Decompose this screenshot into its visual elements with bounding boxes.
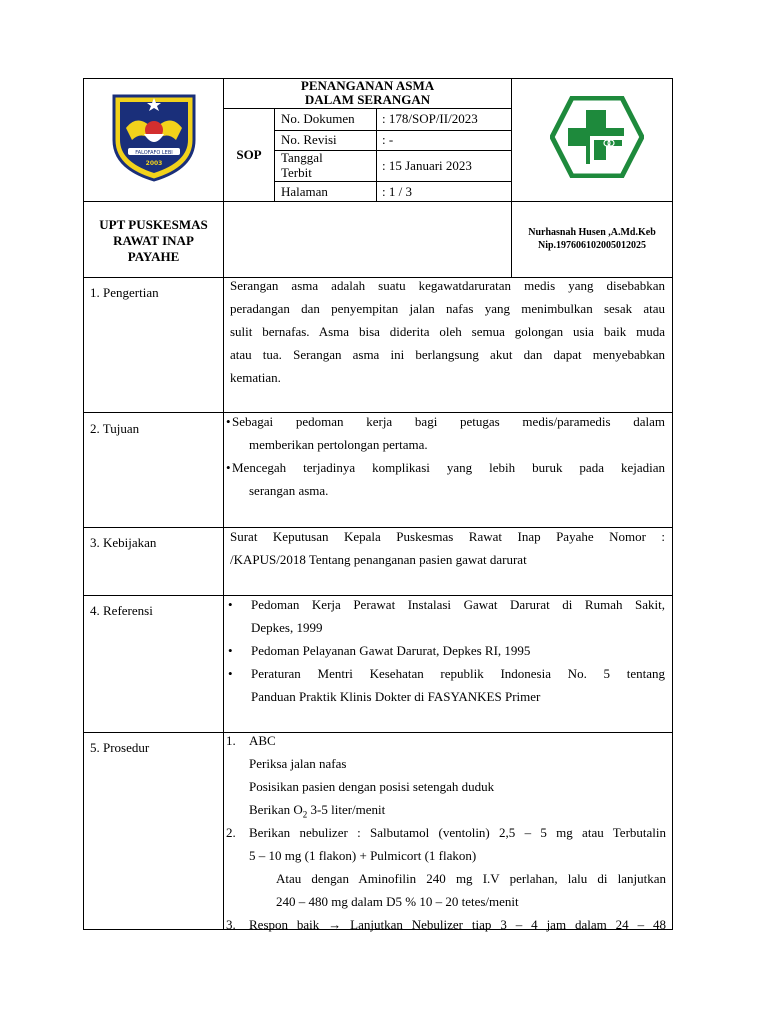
doc-title-line1: PENANGANAN ASMA — [300, 78, 435, 93]
list-item: Mencegah terjadinya komplikasi yang lebih buruk pada kejadian — [232, 460, 665, 475]
district-logo — [108, 90, 200, 182]
text-line: kematian. — [230, 370, 281, 385]
list-item: Panduan Praktik Klinis Dokter di FASYANKES Primer — [251, 689, 541, 704]
section-body-referensi — [228, 593, 665, 713]
section-label-pengertian: 1. Pengertian — [90, 285, 159, 300]
section-body-prosedur — [226, 729, 666, 932]
bullet-icon: • — [226, 460, 231, 475]
issue-date-label-1: Tanggal — [281, 150, 323, 165]
org-name-line1: UPT PUSKESMAS — [99, 217, 208, 232]
text-line: sulit bernafas. Asma bisa diderita oleh semua golongan usia baik muda — [230, 324, 665, 339]
section-label-referensi: 4. Referensi — [90, 603, 153, 618]
step-text: Posisikan pasien dengan posisi setengah duduk — [249, 779, 495, 794]
text-line: peradangan dan penyempitan jalan nafas yang menimbulkan sesak atau — [230, 301, 665, 316]
step-number: 2. — [226, 825, 236, 840]
issue-date-value: : 15 Januari 2023 — [382, 158, 472, 173]
step-text: Atau dengan Aminofilin 240 mg I.V perlahan, lalu di lanjutkan — [276, 871, 666, 886]
step-text: Berikan nebulizer : Salbutamol (ventolin) 2,5 – 5 mg atau Terbutalin — [249, 825, 666, 840]
text-line: Surat Keputusan Kepala Puskesmas Rawat Inap Payahe Nomor : — [230, 529, 665, 544]
section-label-kebijakan: 3. Kebijakan — [90, 535, 157, 550]
step-text: Berikan $O_2$ 3-5 liter/menit — [249, 802, 386, 820]
doc-number-value: : 178/SOP/II/2023 — [382, 111, 478, 126]
bullet-icon: • — [226, 414, 231, 429]
text-line: Serangan asma adalah suatu kegawatdaruratan medis yang disebabkan — [230, 278, 665, 293]
step-text: ABC — [249, 733, 276, 748]
revision-label: No. Revisi — [281, 132, 337, 147]
page-value: : 1 / 3 — [382, 184, 412, 199]
list-item: memberikan pertolongan pertama. — [249, 437, 428, 452]
section-body-kebijakan — [230, 525, 665, 575]
section-label-tujuan: 2. Tujuan — [90, 421, 140, 436]
step-number: 3. — [226, 917, 236, 932]
list-item: Depkes, 1999 — [251, 620, 323, 635]
list-item: serangan asma. — [249, 483, 329, 498]
step-text: 5 – 10 mg (1 flakon) + Pulmicort (1 flakon) — [249, 848, 477, 863]
step-text: Respon baik → Lanjutkan Nebulizer tiap 3 – 4 jam dalam 24 – 48 — [249, 917, 666, 932]
issue-date-label-2: Terbit — [281, 165, 312, 180]
section-label-prosedur: 5. Prosedur — [90, 740, 150, 755]
bullet-icon: • — [228, 643, 233, 658]
list-item: Pedoman Pelayanan Gawat Darurat, Depkes RI, 1995 — [251, 643, 531, 658]
signer-nip: Nip.197606102005012025 — [537, 240, 647, 251]
doc-number-label: No. Dokumen — [281, 111, 355, 126]
org-name-line3: PAYAHE — [127, 249, 180, 264]
step-text: Periksa jalan nafas — [249, 756, 347, 771]
bullet-icon: • — [228, 666, 233, 681]
list-item: Sebagai pedoman kerja bagi petugas medis/paramedis dalam — [232, 414, 665, 429]
text-line: atau tua. Serangan asma ini berlangsung akut dan dapat menyebabkan — [230, 347, 665, 362]
logo-year-text: 2003 — [145, 160, 163, 167]
list-item: Pedoman Kerja Perawat Instalasi Gawat Darurat di Rumah Sakit, — [251, 597, 665, 612]
org-name-line2: RAWAT INAP — [113, 233, 194, 248]
step-text: 240 – 480 mg dalam D5 % 10 – 20 tetes/menit — [276, 894, 519, 909]
health-ministry-logo — [550, 96, 644, 178]
doc-title-line2: DALAM SERANGAN — [304, 92, 431, 107]
revision-value: : - — [382, 132, 394, 147]
section-body-pengertian — [230, 274, 665, 394]
text-line: /KAPUS/2018 Tentang penanganan pasien gawat darurat — [230, 552, 527, 567]
bullet-icon: • — [228, 597, 233, 612]
step-number: 1. — [226, 733, 236, 748]
page-label: Halaman — [281, 184, 328, 199]
signer-name: Nurhasnah Husen ,A.Md.Keb — [528, 227, 656, 238]
logo-banner-text: FALOFAFO LEBI — [135, 150, 173, 156]
section-body-tujuan — [226, 410, 665, 510]
list-item: Peraturan Mentri Kesehatan republik Indonesia No. 5 tentang — [251, 666, 665, 681]
sop-label: SOP — [236, 147, 262, 162]
